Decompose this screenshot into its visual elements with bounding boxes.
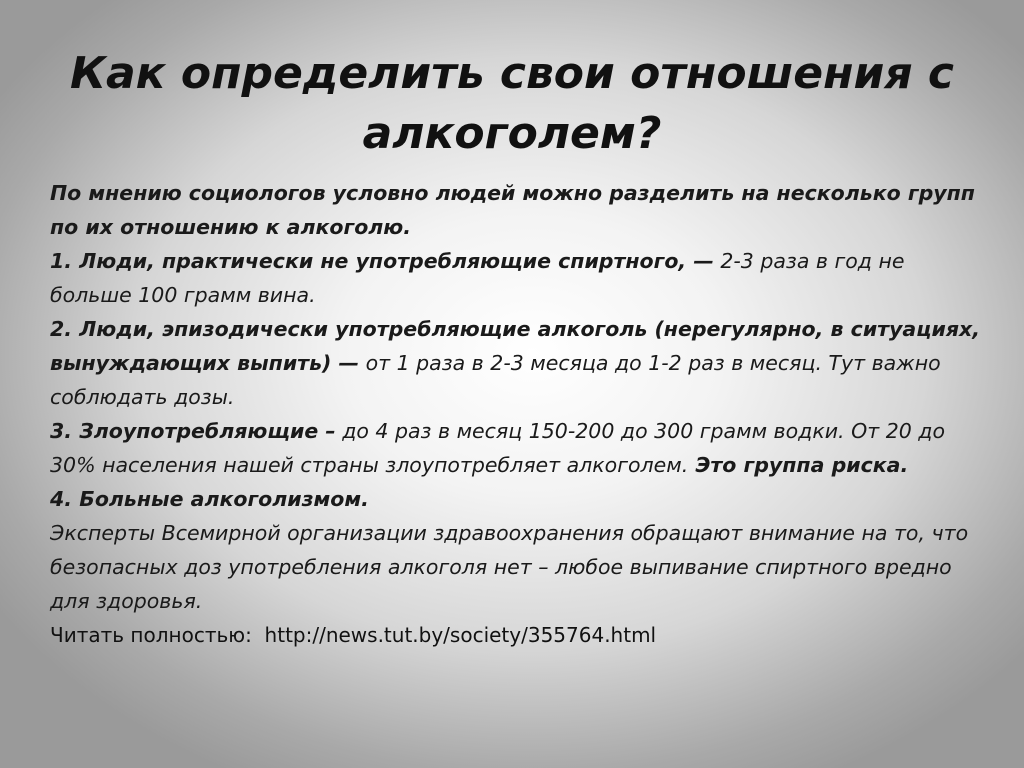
slide-title: Как определить свои отношения с алкоголем?: [70, 48, 954, 159]
group-3-lead: 3. Злоупотребляющие –: [50, 419, 336, 443]
slide-body: [50, 176, 990, 652]
source-link[interactable]: http://news.tut.by/society/355764.html: [264, 623, 657, 647]
group-item-4: [50, 482, 990, 516]
group-4-lead: 4. Больные алкоголизмом.: [50, 487, 369, 511]
group-item-2: [50, 312, 990, 414]
source-line: [50, 618, 990, 652]
group-1-lead: 1. Люди, практически не употребляющие спиртного, —: [50, 249, 714, 273]
group-item-3: [50, 414, 990, 482]
group-3-detail: до 4 раз в месяц 150-200 до 300 грамм водки. От 20 до 30% населения нашей страны злоупотребляет алкоголем.: [50, 419, 946, 477]
group-3-emphasis: Это группа риска.: [688, 453, 909, 477]
group-2-detail: от 1 раза в 2-3 месяца до 1-2 раз в месяц. Тут важно соблюдать дозы.: [50, 351, 941, 409]
source-label: Читать полностью:: [50, 623, 252, 647]
group-2-lead: 2. Люди, эпизодически употребляющие алкоголь (нерегулярно, в ситуациях, вынуждающих выпить) —: [50, 317, 980, 375]
experts-note: Эксперты Всемирной организации здравоохранения обращают внимание на то, что безопасных доз употребления алкоголя нет – любое выпивание спиртного вредно для здоровья.: [50, 521, 969, 613]
group-item-1: [50, 244, 990, 312]
group-1-detail: 2-3 раза в год не больше 100 грамм вина.: [50, 249, 905, 307]
intro-text: По мнению социологов условно людей можно разделить на несколько групп по их отношению к алкоголю.: [50, 181, 975, 239]
